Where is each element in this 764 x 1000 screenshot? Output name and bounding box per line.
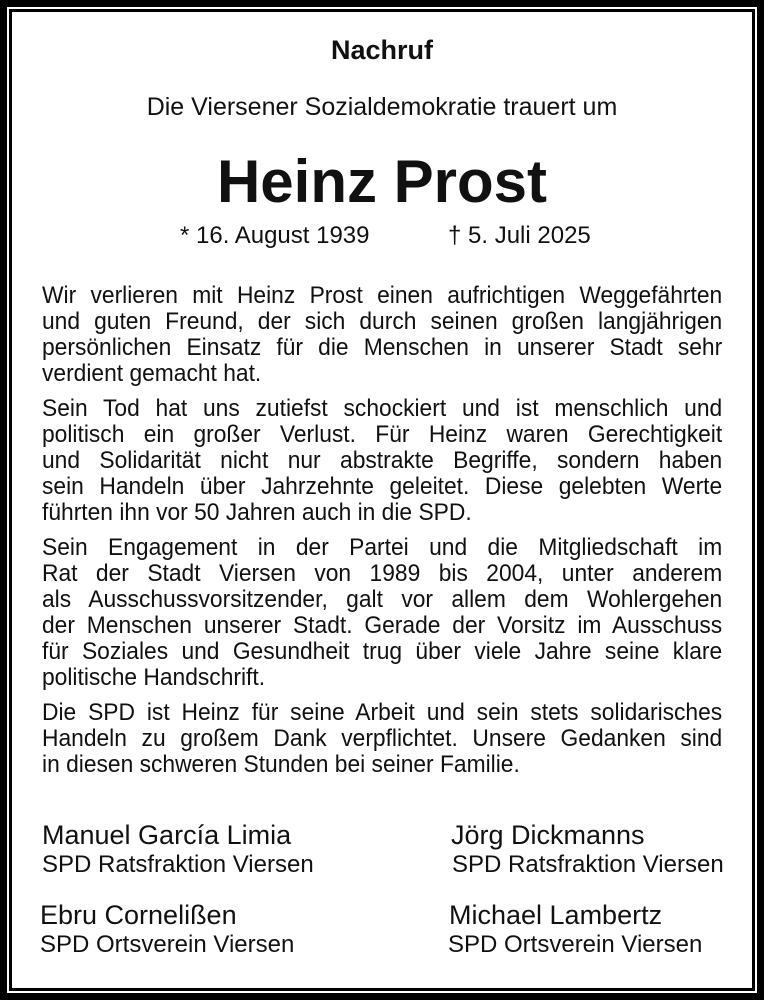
body-line: in diesen schweren Stunden bei seiner Familie.: [42, 751, 520, 778]
signatory-affiliation: SPD Ratsfraktion Viersen: [452, 851, 724, 878]
body-line: als Ausschussvorsitzender, galt vor allem dem Wohlergehen: [42, 586, 723, 613]
body-line: für Soziales und Gesundheit trug über viele Jahre seine klare: [42, 638, 723, 665]
body-line: führten ihn vor 50 Jahren auch in die SPD.: [42, 499, 472, 526]
death-date: † 5. Juli 2025: [448, 222, 591, 249]
signatory-affiliation: SPD Ortsverein Viersen: [448, 931, 703, 958]
body-line: verdient gemacht hat.: [42, 360, 262, 387]
notice-heading: Nachruf: [330, 35, 433, 65]
signatory-name: Jörg Dickmanns: [451, 820, 645, 850]
body-line: der Menschen unserer Stadt. Gerade der Vorsitz im Ausschuss: [42, 612, 723, 639]
signatory-name: Ebru Cornelißen: [40, 900, 237, 930]
body-line: und guten Freund, der sich durch seinen großen langjährigen: [42, 308, 723, 335]
body-line: Handeln zu großem Dank verpflichtet. Unsere Gedanken sind: [42, 725, 723, 752]
signatory-affiliation: SPD Ortsverein Viersen: [40, 931, 295, 958]
signatory-affiliation: SPD Ratsfraktion Viersen: [42, 851, 314, 878]
body-line: Rat der Stadt Viersen von 1989 bis 2004, unter anderem: [42, 560, 723, 587]
notice-intro: Die Viersener Sozialdemokratie trauert um: [146, 93, 618, 121]
body-line: Die SPD ist Heinz für seine Arbeit und sein stets solidarisches: [42, 699, 723, 726]
body-line: politische Handschrift.: [42, 664, 266, 691]
body-line: persönlichen Einsatz für die Menschen in unserer Stadt sehr: [42, 334, 723, 361]
body-line: Wir verlieren mit Heinz Prost einen aufrichtigen Weggefährten: [42, 282, 723, 309]
deceased-name: Heinz Prost: [216, 148, 548, 215]
body-line: Sein Engagement in der Partei und die Mitgliedschaft im: [42, 534, 723, 561]
body-line: politisch ein großer Verlust. Für Heinz waren Gerechtigkeit: [42, 421, 723, 448]
signatory-name: Michael Lambertz: [449, 900, 663, 930]
body-line: und Solidarität nicht nur abstrakte Begriffe, sondern haben: [42, 447, 723, 474]
body-line: sein Handeln über Jahrzehnte geleitet. Diese gelebten Werte: [42, 473, 723, 500]
body-line: Sein Tod hat uns zutiefst schockiert und ist menschlich und: [42, 395, 723, 422]
signatory-name: Manuel García Limia: [42, 820, 292, 850]
birth-date: * 16. August 1939: [180, 222, 370, 249]
